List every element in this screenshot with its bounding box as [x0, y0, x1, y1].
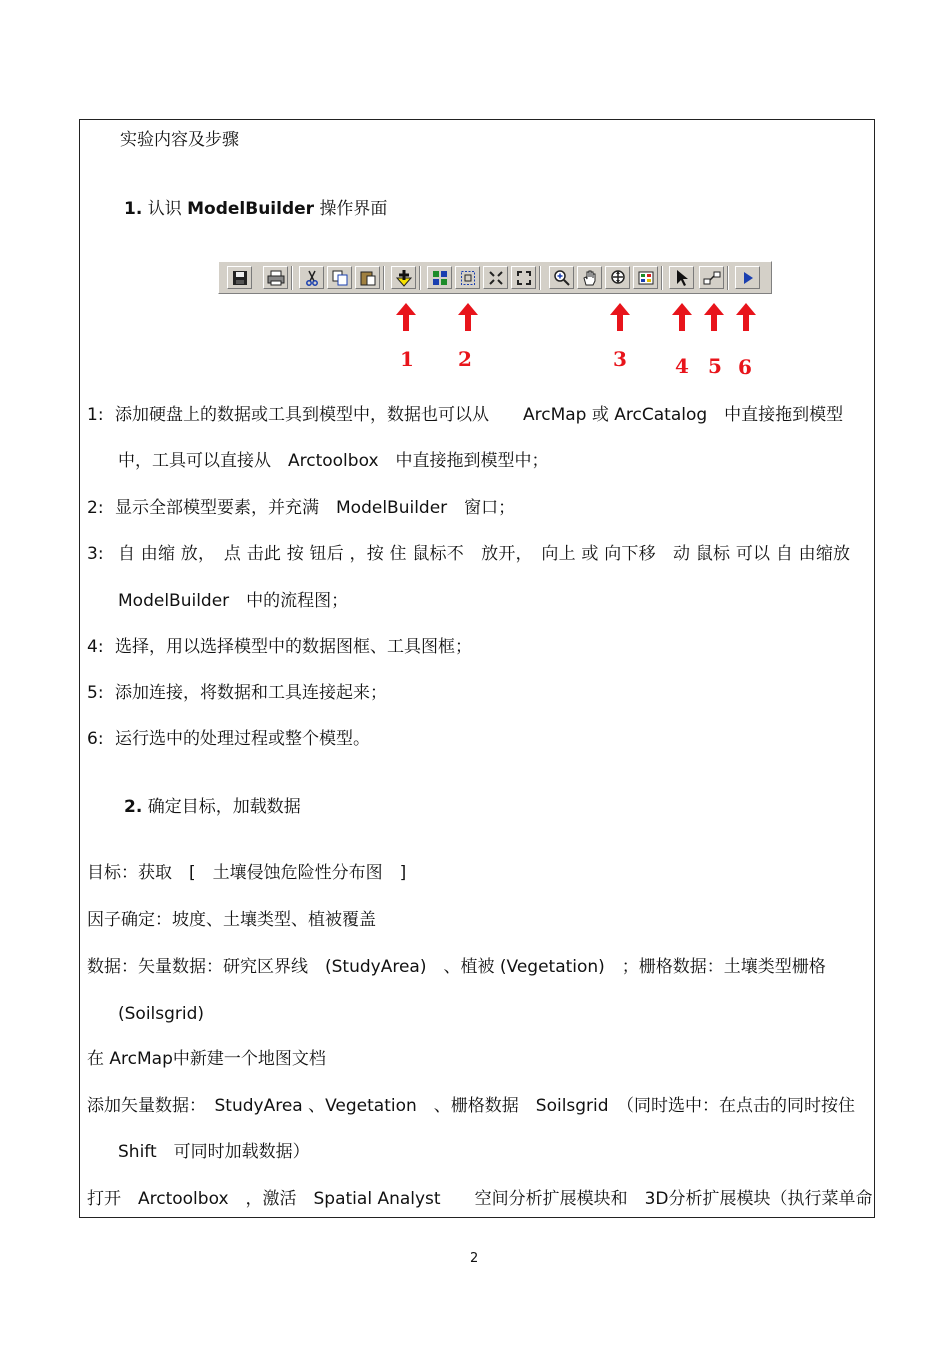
callout-number: 6 [738, 355, 752, 379]
section-1-title [124, 198, 387, 220]
zoom-out-fixed-icon [511, 266, 536, 289]
item-1-label: 1: [87, 405, 104, 425]
copy-icon [327, 266, 352, 289]
toolbar-separator [383, 266, 385, 290]
callout-number: 3 [613, 347, 627, 371]
item-6-line-1: 运行选中的处理过程或整个模型。 [115, 729, 370, 749]
callout-number: 5 [708, 354, 722, 378]
arrow-up-icon [670, 302, 694, 332]
item-4-line-1: 选择，用以选择模型中的数据图框、工具图框； [115, 637, 472, 657]
arrow-up-icon [702, 302, 726, 332]
paragraph-add-data-line-1: 添加矢量数据： StudyArea 、Vegetation 、栅格数据 Soilsgrid （同时选中：在点击的同时按住 [87, 1096, 856, 1116]
callout-number: 1 [400, 347, 414, 371]
item-5-line-1: 添加连接，将数据和工具连接起来； [115, 683, 387, 703]
item-5-label: 5: [87, 683, 104, 703]
section-1-post: 操作界面 [319, 199, 388, 219]
paragraph-open-toolbox: 打开 Arctoolbox ，激活 Spatial Analyst 空间分析扩展模块和 3D分析扩展模块（执行菜单命 [87, 1189, 873, 1209]
paragraph-goal: 目标：获取 [ 土壤侵蚀危险性分布图 ] [87, 863, 407, 883]
section-2-text: 确定目标，加载数据 [147, 797, 301, 817]
fit-window-icon [455, 266, 480, 289]
item-1-line-1: 添加硬盘上的数据或工具到模型中，数据也可以从 ArcMap 或 ArcCatalog 中直接拖到模型 [115, 405, 844, 425]
run-icon [735, 266, 760, 289]
add-data-icon [391, 266, 416, 289]
item-3-label: 3: [87, 544, 104, 564]
item-3-line-2: ModelBuilder 中的流程图； [118, 591, 349, 611]
paragraph-data-line-1: 数据：矢量数据：研究区界线 (StudyArea) 、植被 (Vegetation) ；栅格数据：土壤类型栅格 [87, 957, 826, 977]
pan-icon [577, 266, 602, 289]
callout-number: 2 [458, 347, 472, 371]
arrow-up-icon [394, 302, 418, 332]
section-1-bold: ModelBuilder [187, 199, 315, 219]
paragraph-factors: 因子确定：坡度、土壤类型、植被覆盖 [87, 910, 376, 930]
paragraph-data-line-2: (Soilsgrid) [118, 1004, 205, 1024]
item-1-line-2: 中，工具可以直接从 Arctoolbox 中直接拖到模型中； [118, 451, 549, 471]
section-2-number: 2. [124, 797, 143, 817]
section-1-number: 1. [124, 199, 143, 219]
toolbar-separator [291, 266, 293, 290]
section-1-pre: 认识 [147, 199, 182, 219]
toolbar-separator [419, 266, 421, 290]
zoom-icon [549, 266, 574, 289]
print-icon [263, 266, 288, 289]
callout-number: 4 [675, 354, 689, 378]
paragraph-add-data-line-2: Shift 可同时加载数据） [118, 1142, 310, 1162]
toolbar-separator [727, 266, 729, 290]
cut-icon [299, 266, 324, 289]
continuous-zoom-icon [605, 266, 630, 289]
item-2-label: 2: [87, 498, 104, 518]
heading: 实验内容及步骤 [120, 130, 239, 150]
page-number: 2 [470, 1251, 479, 1266]
section-2-title [124, 796, 301, 818]
item-6-label: 6: [87, 729, 104, 749]
modelbuilder-toolbar [218, 261, 772, 294]
paste-icon [355, 266, 380, 289]
save-icon [227, 266, 252, 289]
paragraph-new-map: 在 ArcMap中新建一个地图文档 [87, 1049, 326, 1069]
select-icon [669, 266, 694, 289]
item-2-line-1: 显示全部模型要素，并充满 ModelBuilder 窗口； [115, 498, 516, 518]
arrow-up-icon [608, 302, 632, 332]
arrow-up-icon [734, 302, 758, 332]
zoom-in-fixed-icon [483, 266, 508, 289]
item-3-line-1: 自 由缩 放， 点 击此 按 钮后 ，按 住 鼠标不 放开， 向上 或 向下移 动 鼠标 可以 自 由缩放 [118, 544, 851, 564]
overview-icon [633, 266, 658, 289]
item-4-label: 4: [87, 637, 104, 657]
full-extent-icon [427, 266, 452, 289]
toolbar-separator [661, 266, 663, 290]
arrow-up-icon [456, 302, 480, 332]
connect-icon [699, 266, 724, 289]
toolbar-separator [539, 266, 541, 290]
